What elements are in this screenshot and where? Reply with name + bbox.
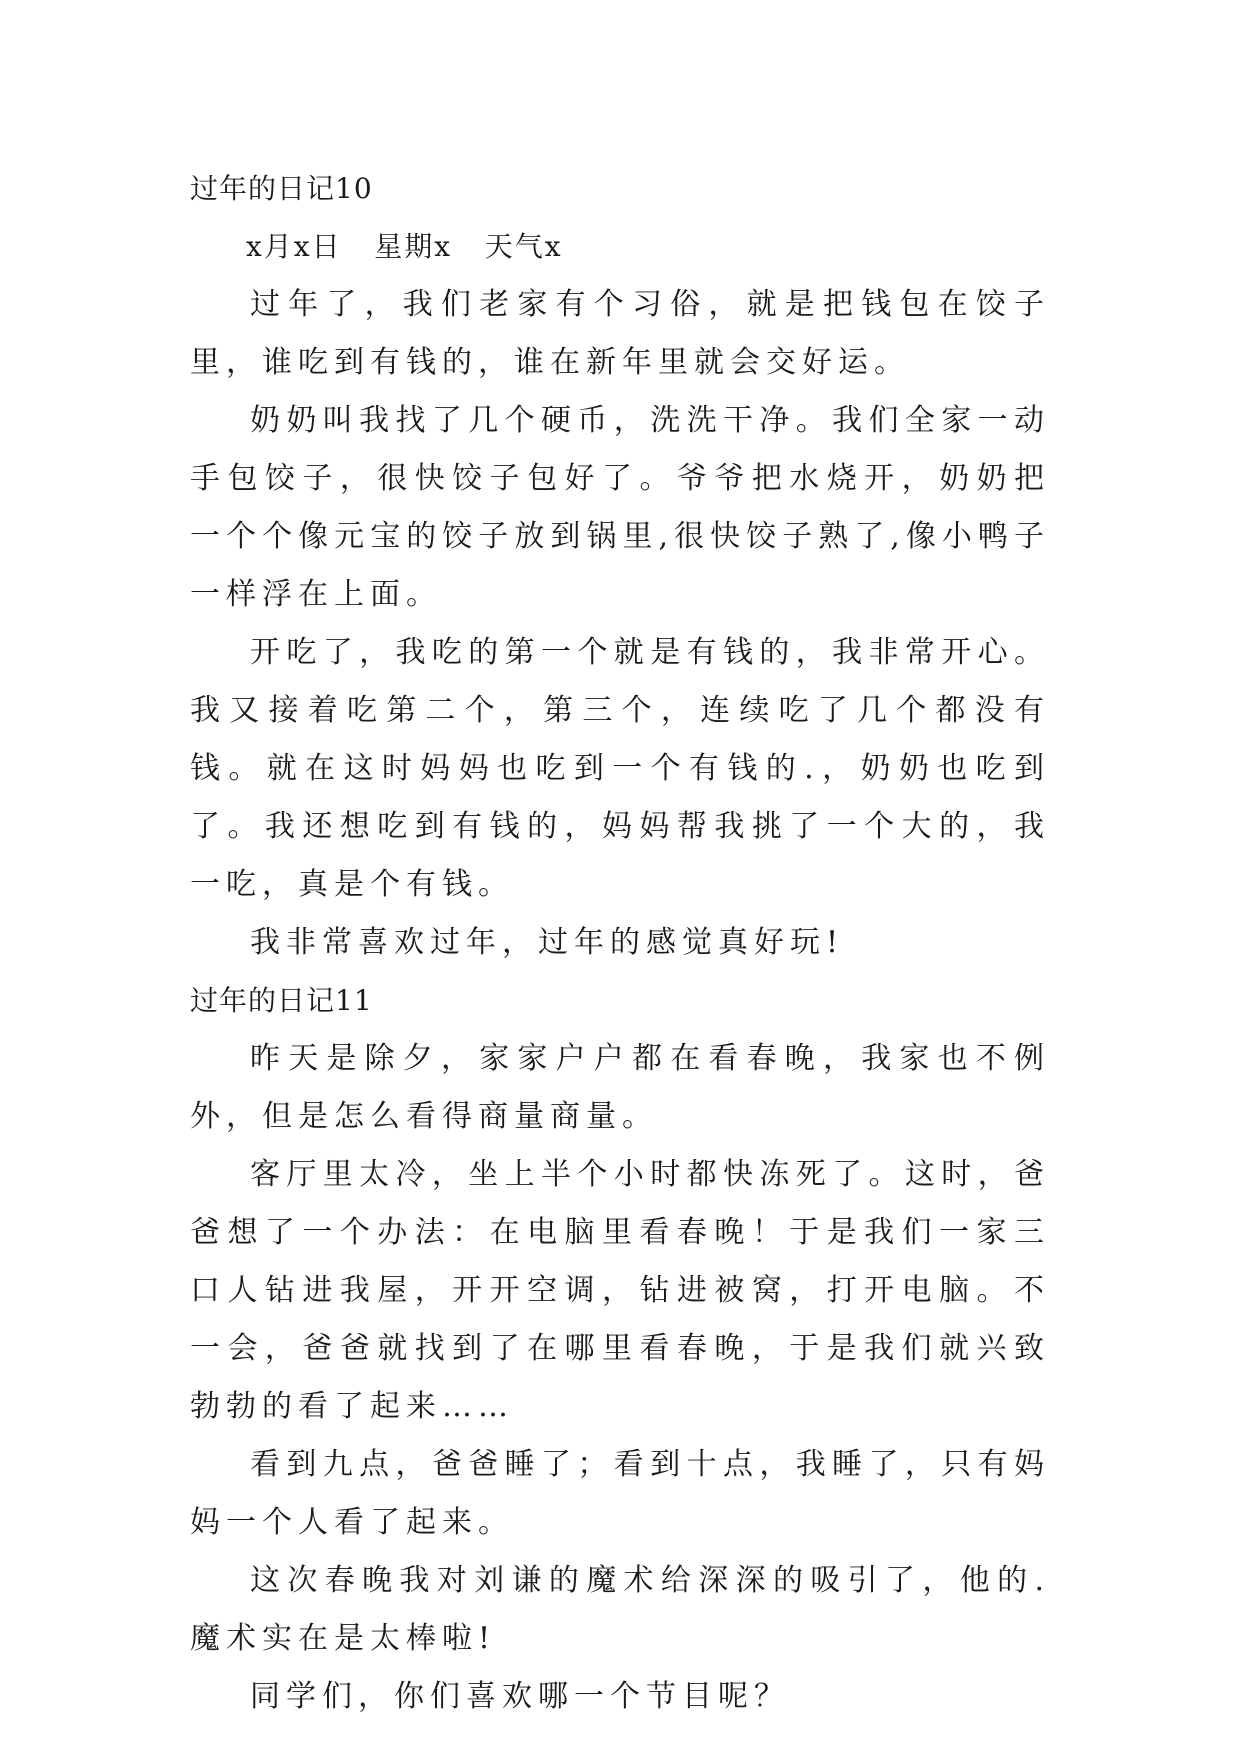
paragraph: 看到九点，爸爸睡了；看到十点，我睡了，只有妈妈一个人看了起来。 [190, 1447, 1050, 1540]
diary-title-11: 过年的日记11 [190, 984, 373, 1017]
paragraph: 开吃了，我吃的第一个就是有钱的，我非常开心。我又接着吃第二个，第三个，连续吃了几个都没有钱。就在这时妈妈也吃到一个有钱的.，奶奶也吃到了。我还想吃到有钱的，妈妈帮我挑了一个大的，我一吃，真是个有钱。 [190, 635, 1050, 902]
diary-dateline: x月x日 星期x 天气x [246, 230, 563, 263]
paragraph: 过年了，我们老家有个习俗，就是把钱包在饺子里，谁吃到有钱的，谁在新年里就会交好运。 [190, 287, 1050, 380]
paragraph: 这次春晚我对刘谦的魔术给深深的吸引了，他的.魔术实在是太棒啦! [190, 1563, 1050, 1656]
document-body [190, 160, 1050, 1726]
diary-title-10: 过年的日记10 [190, 172, 373, 205]
paragraph: 同学们，你们喜欢哪一个节目呢？ [250, 1679, 790, 1714]
paragraph: 我非常喜欢过年，过年的感觉真好玩! [250, 925, 845, 960]
paragraph: 奶奶叫我找了几个硬币，洗洗干净。我们全家一动手包饺子，很快饺子包好了。爷爷把水烧开，奶奶把一个个像元宝的饺子放到锅里,很快饺子熟了,像小鸭子一样浮在上面。 [190, 403, 1050, 612]
paragraph: 客厅里太冷，坐上半个小时都快冻死了。这时，爸爸想了一个办法：在电脑里看春晚！于是我们一家三口人钻进我屋，开开空调，钻进被窝，打开电脑。不一会，爸爸就找到了在哪里看春晚，于是我们就兴致勃勃的看了起来…… [190, 1157, 1050, 1424]
paragraph: 昨天是除夕，家家户户都在看春晚，我家也不例外，但是怎么看得商量商量。 [190, 1041, 1050, 1134]
